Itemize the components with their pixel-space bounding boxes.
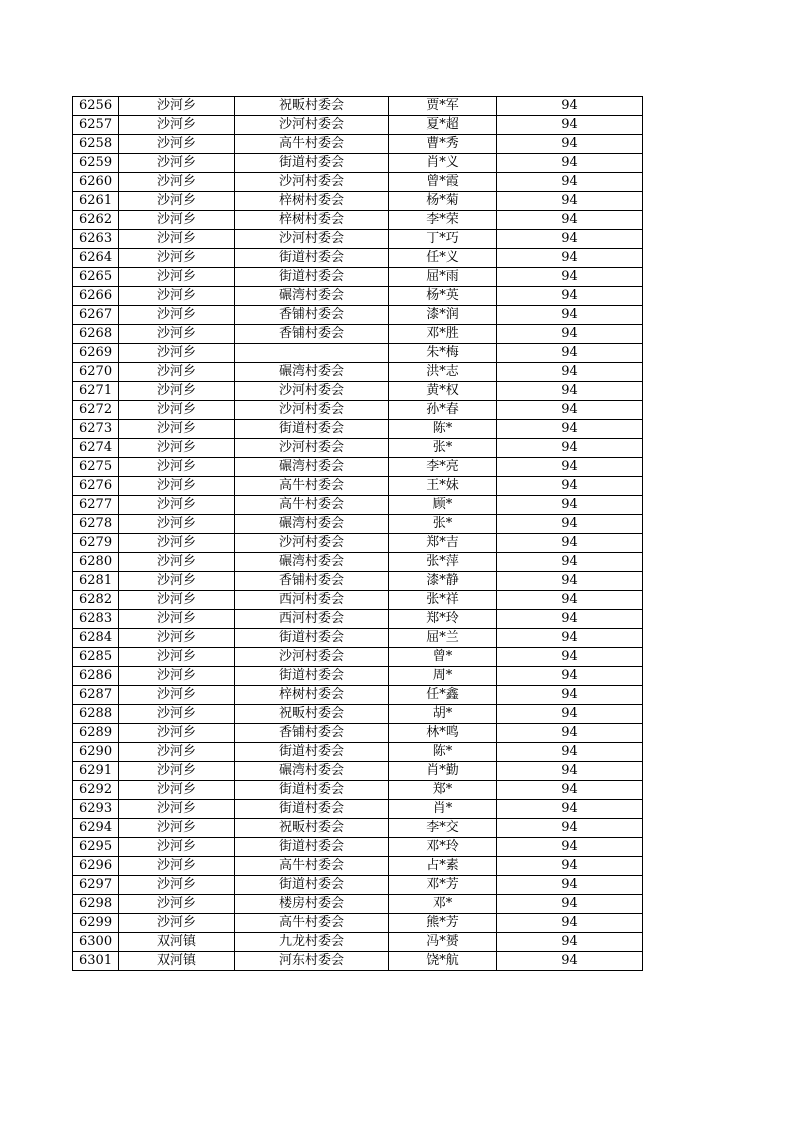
person-name-cell: 张* (389, 515, 497, 534)
village-committee-cell: 碾湾村委会 (235, 458, 389, 477)
village-committee-cell: 沙河村委会 (235, 648, 389, 667)
row-number-cell: 6264 (73, 249, 119, 268)
score-cell: 94 (497, 762, 643, 781)
town-cell: 沙河乡 (119, 211, 235, 230)
person-name-cell: 郑*玲 (389, 610, 497, 629)
table-row (73, 591, 643, 610)
town-cell: 沙河乡 (119, 382, 235, 401)
village-committee-cell: 祝畈村委会 (235, 819, 389, 838)
town-cell: 沙河乡 (119, 534, 235, 553)
town-cell: 沙河乡 (119, 724, 235, 743)
town-cell: 沙河乡 (119, 610, 235, 629)
table-row (73, 895, 643, 914)
score-cell: 94 (497, 268, 643, 287)
row-number-cell: 6290 (73, 743, 119, 762)
score-cell: 94 (497, 838, 643, 857)
score-cell: 94 (497, 382, 643, 401)
row-number-cell: 6284 (73, 629, 119, 648)
person-name-cell: 占*素 (389, 857, 497, 876)
row-number-cell: 6263 (73, 230, 119, 249)
town-cell: 沙河乡 (119, 306, 235, 325)
village-committee-cell: 梓树村委会 (235, 211, 389, 230)
town-cell: 沙河乡 (119, 477, 235, 496)
row-number-cell: 6295 (73, 838, 119, 857)
row-number-cell: 6281 (73, 572, 119, 591)
village-committee-cell: 街道村委会 (235, 838, 389, 857)
person-name-cell: 王*妹 (389, 477, 497, 496)
person-name-cell: 贾*军 (389, 97, 497, 116)
village-committee-cell: 沙河村委会 (235, 401, 389, 420)
person-name-cell: 邓*芳 (389, 876, 497, 895)
score-cell: 94 (497, 686, 643, 705)
town-cell: 沙河乡 (119, 857, 235, 876)
village-committee-cell: 香铺村委会 (235, 306, 389, 325)
village-committee-cell: 梓树村委会 (235, 192, 389, 211)
village-committee-cell: 街道村委会 (235, 800, 389, 819)
village-committee-cell (235, 344, 389, 363)
row-number-cell: 6278 (73, 515, 119, 534)
row-number-cell: 6282 (73, 591, 119, 610)
town-cell: 沙河乡 (119, 97, 235, 116)
person-name-cell: 肖* (389, 800, 497, 819)
row-number-cell: 6275 (73, 458, 119, 477)
score-cell: 94 (497, 553, 643, 572)
score-cell: 94 (497, 667, 643, 686)
person-name-cell: 张* (389, 439, 497, 458)
row-number-cell: 6271 (73, 382, 119, 401)
person-name-cell: 曹*秀 (389, 135, 497, 154)
score-cell: 94 (497, 401, 643, 420)
table-row (73, 97, 643, 116)
table-row (73, 249, 643, 268)
row-number-cell: 6274 (73, 439, 119, 458)
village-committee-cell: 街道村委会 (235, 876, 389, 895)
row-number-cell: 6296 (73, 857, 119, 876)
town-cell: 沙河乡 (119, 895, 235, 914)
table-row (73, 154, 643, 173)
row-number-cell: 6276 (73, 477, 119, 496)
village-committee-cell: 沙河村委会 (235, 230, 389, 249)
row-number-cell: 6267 (73, 306, 119, 325)
table-body (73, 97, 643, 971)
table-row (73, 458, 643, 477)
table-row (73, 876, 643, 895)
score-cell: 94 (497, 363, 643, 382)
row-number-cell: 6289 (73, 724, 119, 743)
score-cell: 94 (497, 591, 643, 610)
town-cell: 沙河乡 (119, 363, 235, 382)
village-committee-cell: 高牛村委会 (235, 477, 389, 496)
person-name-cell: 林*鸣 (389, 724, 497, 743)
village-committee-cell: 沙河村委会 (235, 173, 389, 192)
village-committee-cell: 街道村委会 (235, 420, 389, 439)
row-number-cell: 6285 (73, 648, 119, 667)
town-cell: 沙河乡 (119, 401, 235, 420)
village-committee-cell: 祝畈村委会 (235, 97, 389, 116)
score-cell: 94 (497, 743, 643, 762)
town-cell: 沙河乡 (119, 287, 235, 306)
table-row (73, 192, 643, 211)
person-name-cell: 杨*英 (389, 287, 497, 306)
score-cell: 94 (497, 287, 643, 306)
village-committee-cell: 沙河村委会 (235, 439, 389, 458)
row-number-cell: 6297 (73, 876, 119, 895)
town-cell: 沙河乡 (119, 116, 235, 135)
person-name-cell: 夏*超 (389, 116, 497, 135)
person-name-cell: 肖*勤 (389, 762, 497, 781)
score-cell: 94 (497, 420, 643, 439)
town-cell: 沙河乡 (119, 800, 235, 819)
table-row (73, 306, 643, 325)
row-number-cell: 6273 (73, 420, 119, 439)
score-cell: 94 (497, 439, 643, 458)
town-cell: 沙河乡 (119, 268, 235, 287)
person-name-cell: 漆*润 (389, 306, 497, 325)
score-cell: 94 (497, 914, 643, 933)
row-number-cell: 6301 (73, 952, 119, 971)
table-row (73, 838, 643, 857)
row-number-cell: 6293 (73, 800, 119, 819)
score-cell: 94 (497, 952, 643, 971)
village-committee-cell: 高牛村委会 (235, 135, 389, 154)
data-table (72, 96, 643, 971)
table-row (73, 629, 643, 648)
table-row (73, 572, 643, 591)
score-cell: 94 (497, 534, 643, 553)
table-row (73, 477, 643, 496)
person-name-cell: 丁*巧 (389, 230, 497, 249)
table-row (73, 325, 643, 344)
village-committee-cell: 西河村委会 (235, 610, 389, 629)
town-cell: 沙河乡 (119, 819, 235, 838)
score-cell: 94 (497, 819, 643, 838)
score-cell: 94 (497, 325, 643, 344)
person-name-cell: 熊*芳 (389, 914, 497, 933)
row-number-cell: 6260 (73, 173, 119, 192)
table-row (73, 116, 643, 135)
score-cell: 94 (497, 895, 643, 914)
score-cell: 94 (497, 230, 643, 249)
town-cell: 沙河乡 (119, 154, 235, 173)
table-row (73, 211, 643, 230)
table-row (73, 553, 643, 572)
village-committee-cell: 街道村委会 (235, 629, 389, 648)
person-name-cell: 冯*赟 (389, 933, 497, 952)
town-cell: 双河镇 (119, 933, 235, 952)
table-row (73, 819, 643, 838)
score-cell: 94 (497, 211, 643, 230)
person-name-cell: 李*亮 (389, 458, 497, 477)
row-number-cell: 6259 (73, 154, 119, 173)
person-name-cell: 张*萍 (389, 553, 497, 572)
person-name-cell: 陈* (389, 420, 497, 439)
town-cell: 沙河乡 (119, 876, 235, 895)
person-name-cell: 李*荣 (389, 211, 497, 230)
score-cell: 94 (497, 116, 643, 135)
town-cell: 沙河乡 (119, 686, 235, 705)
score-cell: 94 (497, 173, 643, 192)
table-row (73, 800, 643, 819)
person-name-cell: 胡* (389, 705, 497, 724)
table-row (73, 420, 643, 439)
score-cell: 94 (497, 610, 643, 629)
score-cell: 94 (497, 97, 643, 116)
table-row (73, 287, 643, 306)
village-committee-cell: 碾湾村委会 (235, 287, 389, 306)
town-cell: 沙河乡 (119, 781, 235, 800)
village-committee-cell: 西河村委会 (235, 591, 389, 610)
town-cell: 沙河乡 (119, 230, 235, 249)
table-row (73, 952, 643, 971)
row-number-cell: 6291 (73, 762, 119, 781)
town-cell: 沙河乡 (119, 553, 235, 572)
row-number-cell: 6283 (73, 610, 119, 629)
village-committee-cell: 街道村委会 (235, 743, 389, 762)
town-cell: 沙河乡 (119, 591, 235, 610)
village-committee-cell: 梓树村委会 (235, 686, 389, 705)
score-cell: 94 (497, 800, 643, 819)
row-number-cell: 6277 (73, 496, 119, 515)
village-committee-cell: 香铺村委会 (235, 724, 389, 743)
table-row (73, 743, 643, 762)
score-cell: 94 (497, 496, 643, 515)
village-committee-cell: 高牛村委会 (235, 857, 389, 876)
person-name-cell: 曾* (389, 648, 497, 667)
town-cell: 沙河乡 (119, 249, 235, 268)
person-name-cell: 洪*志 (389, 363, 497, 382)
village-committee-cell: 九龙村委会 (235, 933, 389, 952)
score-cell: 94 (497, 477, 643, 496)
table-row (73, 382, 643, 401)
score-cell: 94 (497, 249, 643, 268)
table-row (73, 363, 643, 382)
town-cell: 沙河乡 (119, 192, 235, 211)
row-number-cell: 6279 (73, 534, 119, 553)
table-row (73, 762, 643, 781)
table-row (73, 230, 643, 249)
score-cell: 94 (497, 781, 643, 800)
town-cell: 沙河乡 (119, 325, 235, 344)
village-committee-cell: 祝畈村委会 (235, 705, 389, 724)
table-row (73, 914, 643, 933)
score-cell: 94 (497, 192, 643, 211)
score-cell: 94 (497, 458, 643, 477)
village-committee-cell: 香铺村委会 (235, 325, 389, 344)
person-name-cell: 屈*雨 (389, 268, 497, 287)
town-cell: 沙河乡 (119, 705, 235, 724)
village-committee-cell: 沙河村委会 (235, 116, 389, 135)
village-committee-cell: 高牛村委会 (235, 496, 389, 515)
row-number-cell: 6256 (73, 97, 119, 116)
village-committee-cell: 碾湾村委会 (235, 762, 389, 781)
table-row (73, 496, 643, 515)
village-committee-cell: 楼房村委会 (235, 895, 389, 914)
row-number-cell: 6280 (73, 553, 119, 572)
person-name-cell: 张*祥 (389, 591, 497, 610)
row-number-cell: 6268 (73, 325, 119, 344)
person-name-cell: 邓* (389, 895, 497, 914)
row-number-cell: 6292 (73, 781, 119, 800)
village-committee-cell: 碾湾村委会 (235, 363, 389, 382)
row-number-cell: 6287 (73, 686, 119, 705)
village-committee-cell: 香铺村委会 (235, 572, 389, 591)
row-number-cell: 6265 (73, 268, 119, 287)
table-row (73, 781, 643, 800)
row-number-cell: 6298 (73, 895, 119, 914)
score-cell: 94 (497, 705, 643, 724)
table-row (73, 648, 643, 667)
town-cell: 沙河乡 (119, 496, 235, 515)
town-cell: 沙河乡 (119, 838, 235, 857)
row-number-cell: 6294 (73, 819, 119, 838)
person-name-cell: 肖*义 (389, 154, 497, 173)
town-cell: 沙河乡 (119, 914, 235, 933)
score-cell: 94 (497, 344, 643, 363)
row-number-cell: 6300 (73, 933, 119, 952)
village-committee-cell: 街道村委会 (235, 249, 389, 268)
village-committee-cell: 河东村委会 (235, 952, 389, 971)
row-number-cell: 6269 (73, 344, 119, 363)
person-name-cell: 屈*兰 (389, 629, 497, 648)
town-cell: 沙河乡 (119, 572, 235, 591)
person-name-cell: 杨*菊 (389, 192, 497, 211)
table-row (73, 344, 643, 363)
person-name-cell: 黄*权 (389, 382, 497, 401)
person-name-cell: 陈* (389, 743, 497, 762)
table-row (73, 610, 643, 629)
person-name-cell: 曾*霞 (389, 173, 497, 192)
score-cell: 94 (497, 572, 643, 591)
score-cell: 94 (497, 876, 643, 895)
table-row (73, 724, 643, 743)
table-row (73, 933, 643, 952)
table-row (73, 439, 643, 458)
table-row (73, 401, 643, 420)
village-committee-cell: 街道村委会 (235, 781, 389, 800)
row-number-cell: 6270 (73, 363, 119, 382)
person-name-cell: 朱*梅 (389, 344, 497, 363)
person-name-cell: 任*义 (389, 249, 497, 268)
row-number-cell: 6299 (73, 914, 119, 933)
town-cell: 沙河乡 (119, 667, 235, 686)
score-cell: 94 (497, 857, 643, 876)
table-row (73, 135, 643, 154)
village-committee-cell: 沙河村委会 (235, 382, 389, 401)
town-cell: 沙河乡 (119, 344, 235, 363)
town-cell: 双河镇 (119, 952, 235, 971)
town-cell: 沙河乡 (119, 515, 235, 534)
score-cell: 94 (497, 154, 643, 173)
row-number-cell: 6262 (73, 211, 119, 230)
score-cell: 94 (497, 629, 643, 648)
village-committee-cell: 碾湾村委会 (235, 553, 389, 572)
town-cell: 沙河乡 (119, 458, 235, 477)
score-cell: 94 (497, 724, 643, 743)
village-committee-cell: 高牛村委会 (235, 914, 389, 933)
person-name-cell: 任*鑫 (389, 686, 497, 705)
table-row (73, 705, 643, 724)
person-name-cell: 邓*玲 (389, 838, 497, 857)
score-cell: 94 (497, 933, 643, 952)
table-row (73, 667, 643, 686)
person-name-cell: 漆*静 (389, 572, 497, 591)
row-number-cell: 6258 (73, 135, 119, 154)
table-row (73, 173, 643, 192)
town-cell: 沙河乡 (119, 629, 235, 648)
score-cell: 94 (497, 306, 643, 325)
person-name-cell: 李*交 (389, 819, 497, 838)
table-row (73, 534, 643, 553)
score-cell: 94 (497, 135, 643, 154)
row-number-cell: 6257 (73, 116, 119, 135)
table-row (73, 686, 643, 705)
town-cell: 沙河乡 (119, 420, 235, 439)
score-cell: 94 (497, 648, 643, 667)
town-cell: 沙河乡 (119, 648, 235, 667)
person-name-cell: 孙*春 (389, 401, 497, 420)
row-number-cell: 6288 (73, 705, 119, 724)
table-row (73, 857, 643, 876)
person-name-cell: 郑*吉 (389, 534, 497, 553)
person-name-cell: 周* (389, 667, 497, 686)
row-number-cell: 6266 (73, 287, 119, 306)
village-committee-cell: 街道村委会 (235, 268, 389, 287)
town-cell: 沙河乡 (119, 743, 235, 762)
person-name-cell: 饶*航 (389, 952, 497, 971)
score-cell: 94 (497, 515, 643, 534)
row-number-cell: 6286 (73, 667, 119, 686)
town-cell: 沙河乡 (119, 762, 235, 781)
row-number-cell: 6272 (73, 401, 119, 420)
person-name-cell: 邓*胜 (389, 325, 497, 344)
row-number-cell: 6261 (73, 192, 119, 211)
village-committee-cell: 沙河村委会 (235, 534, 389, 553)
village-committee-cell: 街道村委会 (235, 154, 389, 173)
town-cell: 沙河乡 (119, 135, 235, 154)
table-row (73, 515, 643, 534)
village-committee-cell: 碾湾村委会 (235, 515, 389, 534)
town-cell: 沙河乡 (119, 439, 235, 458)
town-cell: 沙河乡 (119, 173, 235, 192)
person-name-cell: 郑* (389, 781, 497, 800)
table-row (73, 268, 643, 287)
person-name-cell: 顾* (389, 496, 497, 515)
village-committee-cell: 街道村委会 (235, 667, 389, 686)
